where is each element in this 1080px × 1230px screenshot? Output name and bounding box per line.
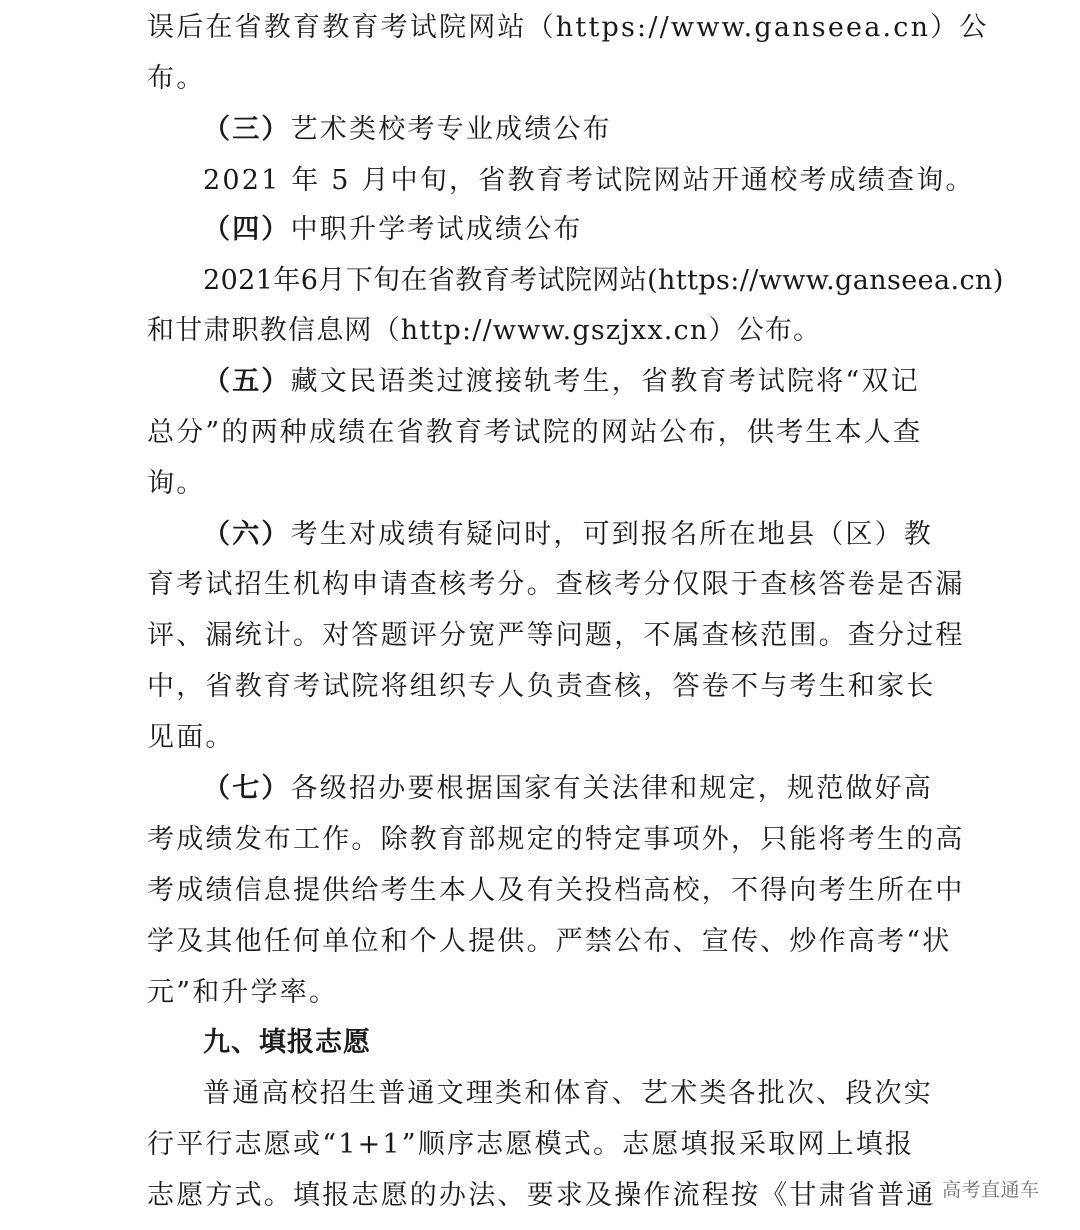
watermark: 高考直通车 [942, 1179, 1040, 1201]
paragraph-line: 考成绩发布工作。除教育部规定的特定事项外，只能将考生的高 [147, 824, 965, 855]
paragraph-line: 询。 [147, 468, 206, 499]
subsection-label: （七） [203, 773, 291, 804]
subsection-title: 中职升学考试成绩公布 [290, 214, 583, 245]
subsection-5 [203, 356, 920, 407]
subsection-title: 艺术类校考专业成绩公布 [290, 114, 612, 145]
subsection-label: （六） [203, 519, 291, 550]
subsection-6 [203, 509, 933, 560]
paragraph-line: 考成绩信息提供给考生本人及有关投档高校，不得向考生所在中 [147, 875, 965, 906]
paragraph-line: 志愿方式。填报志愿的办法、要求及操作流程按《甘肃省普通 [147, 1180, 936, 1211]
subsection-text: 考生对成绩有疑问时，可到报名所在地县（区）教 [290, 519, 934, 550]
paragraph-line: 见面。 [147, 722, 235, 753]
subsection-heading-4 [203, 204, 583, 255]
subsection-text: 各级招办要根据国家有关法律和规定，规范做好高 [290, 773, 934, 804]
paragraph-line: 布。 [147, 63, 206, 94]
section-heading-9: 九、填报志愿 [203, 1027, 371, 1058]
paragraph-line: 总分”的两种成绩在省教育考试院的网站公布，供考生本人查 [147, 417, 923, 448]
paragraph-line: 评、漏统计。对答题评分宽严等问题，不属查核范围。查分过程 [147, 620, 965, 651]
paragraph-line: 2021年6月下旬在省教育考试院网站(https://www.ganseea.cn) [203, 265, 1004, 296]
paragraph-line: 和甘肃职教信息网（http://www.gszjxx.cn）公布。 [147, 315, 822, 346]
subsection-heading-3 [203, 104, 612, 155]
paragraph-line: 2021 年 5 月中旬，省教育考试院网站开通校考成绩查询。 [203, 165, 975, 196]
subsection-label: （四） [203, 214, 291, 245]
subsection-label: （三） [203, 114, 291, 145]
paragraph-line: 误后在省教育教育考试院网站（https://www.ganseea.cn）公 [147, 12, 989, 43]
subsection-label: （五） [203, 366, 291, 397]
paragraph-line: 中，省教育考试院将组织专人负责查核，答卷不与考生和家长 [147, 671, 936, 702]
subsection-7 [203, 763, 933, 814]
paragraph-line: 学及其他任何单位和个人提供。严禁公布、宣传、炒作高考“状 [147, 926, 952, 957]
paragraph-line: 普通高校招生普通文理类和体育、艺术类各批次、段次实 [203, 1078, 933, 1109]
paragraph-line: 行平行志愿或“1+1”顺序志愿模式。志愿填报采取网上填报 [147, 1129, 915, 1160]
paragraph-line: 元”和升学率。 [147, 977, 339, 1008]
subsection-text: 藏文民语类过渡接轨考生，省教育考试院将“双记 [290, 366, 920, 397]
paragraph-line: 育考试招生机构申请查核考分。查核考分仅限于查核答卷是否漏 [147, 569, 965, 600]
